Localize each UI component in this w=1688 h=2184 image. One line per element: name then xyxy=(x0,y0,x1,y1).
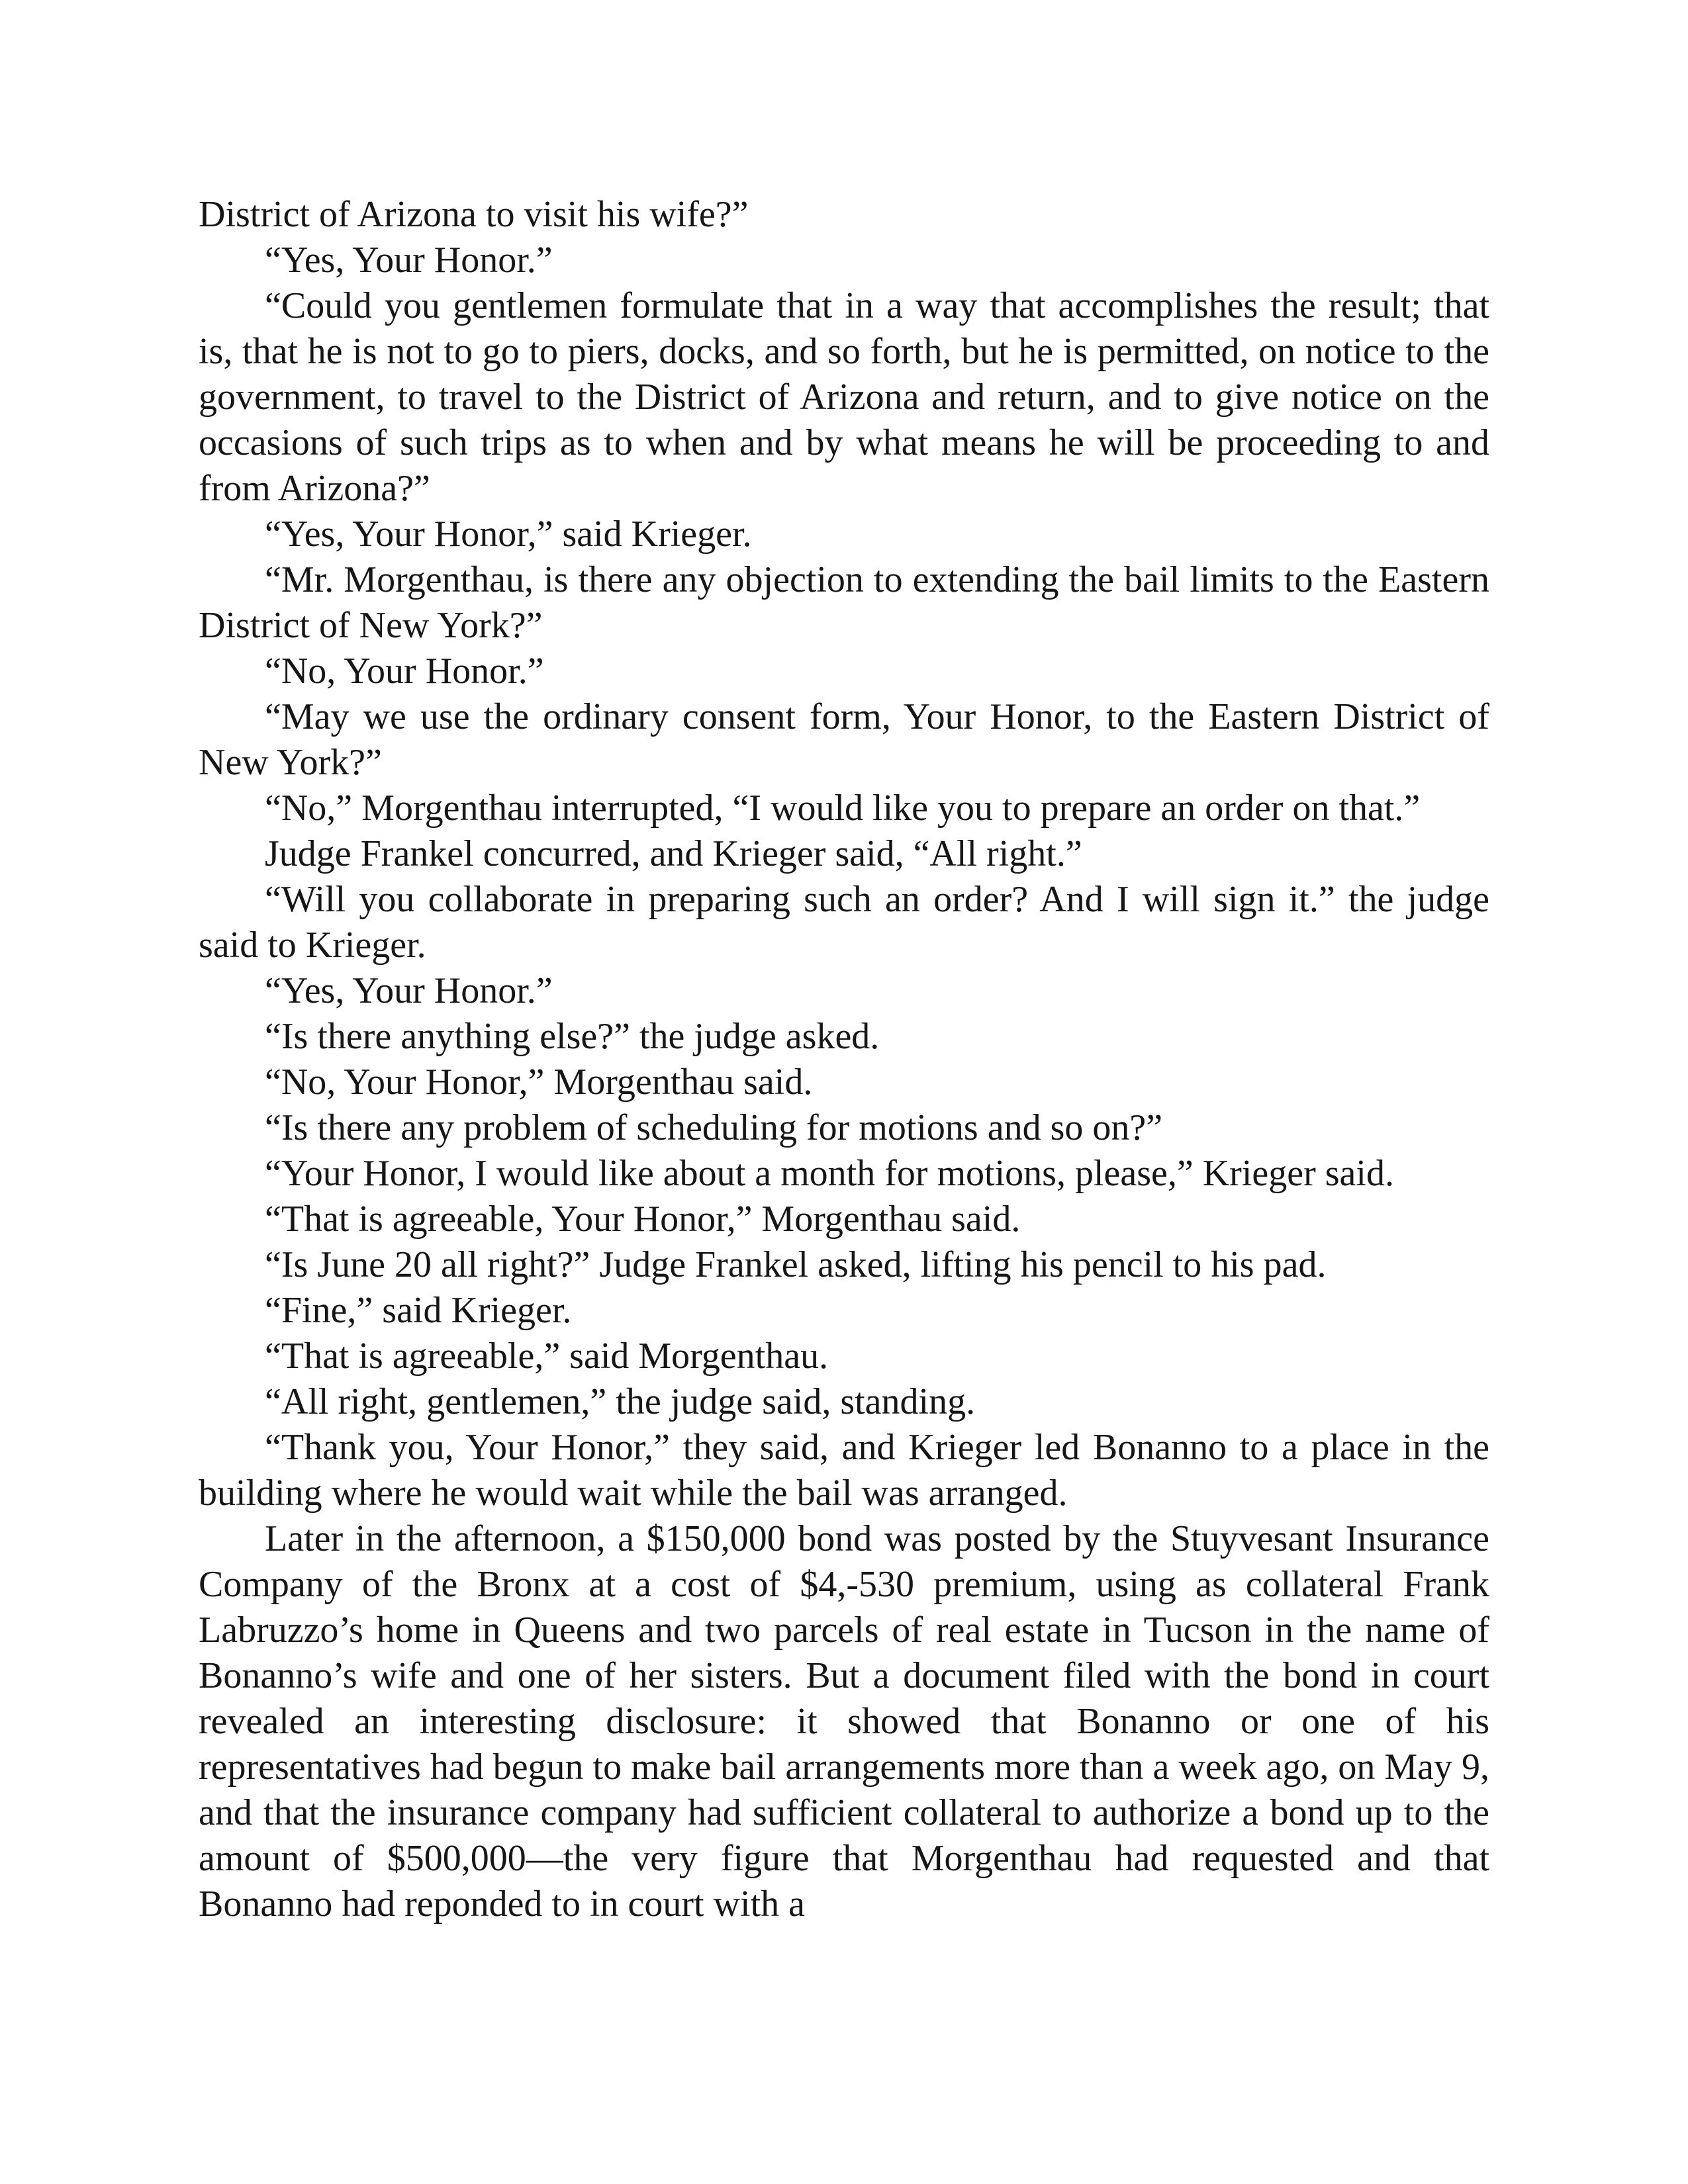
paragraph: “All right, gentlemen,” the judge said, standing. xyxy=(265,1381,976,1422)
paragraph: “No, Your Honor,” Morgenthau said. xyxy=(265,1062,813,1103)
paragraph: “Yes, Your Honor.” xyxy=(265,970,553,1011)
document-page xyxy=(199,192,1489,1927)
paragraph: “Yes, Your Honor,” said Krieger. xyxy=(265,514,752,555)
paragraph: “That is agreeable, Your Honor,” Morgenthau said. xyxy=(265,1199,1021,1240)
paragraph: Judge Frankel concurred, and Krieger said, “All right.” xyxy=(265,833,1082,874)
paragraph: “Thank you, Your Honor,” they said, and Krieger led Bonanno to a place in the building where he would wait while the bail was arranged. xyxy=(199,1427,1489,1514)
paragraph: “No, Your Honor.” xyxy=(265,651,544,692)
paragraph: “Fine,” said Krieger. xyxy=(265,1290,572,1331)
paragraph: “Could you gentlemen formulate that in a way that accomplishes the result; that is, that he is not to go to piers, docks, and so forth, but he is permitted, on notice to the government, to travel to the District of Arizona and return, and to give notice on the occasions of such trips as to when and by what means he will be proceeding to and from Arizona?” xyxy=(199,285,1489,509)
paragraph: “Will you collaborate in preparing such an order? And I will sign it.” the judge said to Krieger. xyxy=(199,879,1489,966)
paragraph: “Is June 20 all right?” Judge Frankel asked, lifting his pencil to his pad. xyxy=(265,1244,1327,1285)
paragraph: “Mr. Morgenthau, is there any objection to extending the bail limits to the Eastern District of New York?” xyxy=(199,559,1489,646)
paragraph: “Yes, Your Honor.” xyxy=(265,240,553,281)
paragraph: “Your Honor, I would like about a month for motions, please,” Krieger said. xyxy=(265,1153,1394,1194)
paragraph: Later in the afternoon, a $150,000 bond was posted by the Stuyvesant Insurance Company of the Bronx at a cost of $4,-530 premium, using as collateral Frank Labruzzo’s home in Queens and two parcels of real estate in Tucson in the name of Bonanno’s wife and one of her sisters. But a document filed with the bond in court revealed an interesting disclosure: it showed that Bonanno or one of his representatives had begun to make bail arrangements more than a week ago, on May 9, and that the insurance company had sufficient collateral to authorize a bond up to the amount of $500,000—the very figure that Morgenthau had requested and that Bonanno had reponded to in court with a xyxy=(199,1518,1489,1925)
paragraph: “No,” Morgenthau interrupted, “I would like you to prepare an order on that.” xyxy=(265,788,1421,829)
paragraph: District of Arizona to visit his wife?” xyxy=(199,194,749,235)
paragraph: “May we use the ordinary consent form, Your Honor, to the Eastern District of New York?” xyxy=(199,696,1489,783)
paragraph: “Is there any problem of scheduling for motions and so on?” xyxy=(265,1107,1163,1148)
paragraph: “Is there anything else?” the judge asked. xyxy=(265,1016,880,1057)
paragraph: “That is agreeable,” said Morgenthau. xyxy=(265,1336,829,1377)
